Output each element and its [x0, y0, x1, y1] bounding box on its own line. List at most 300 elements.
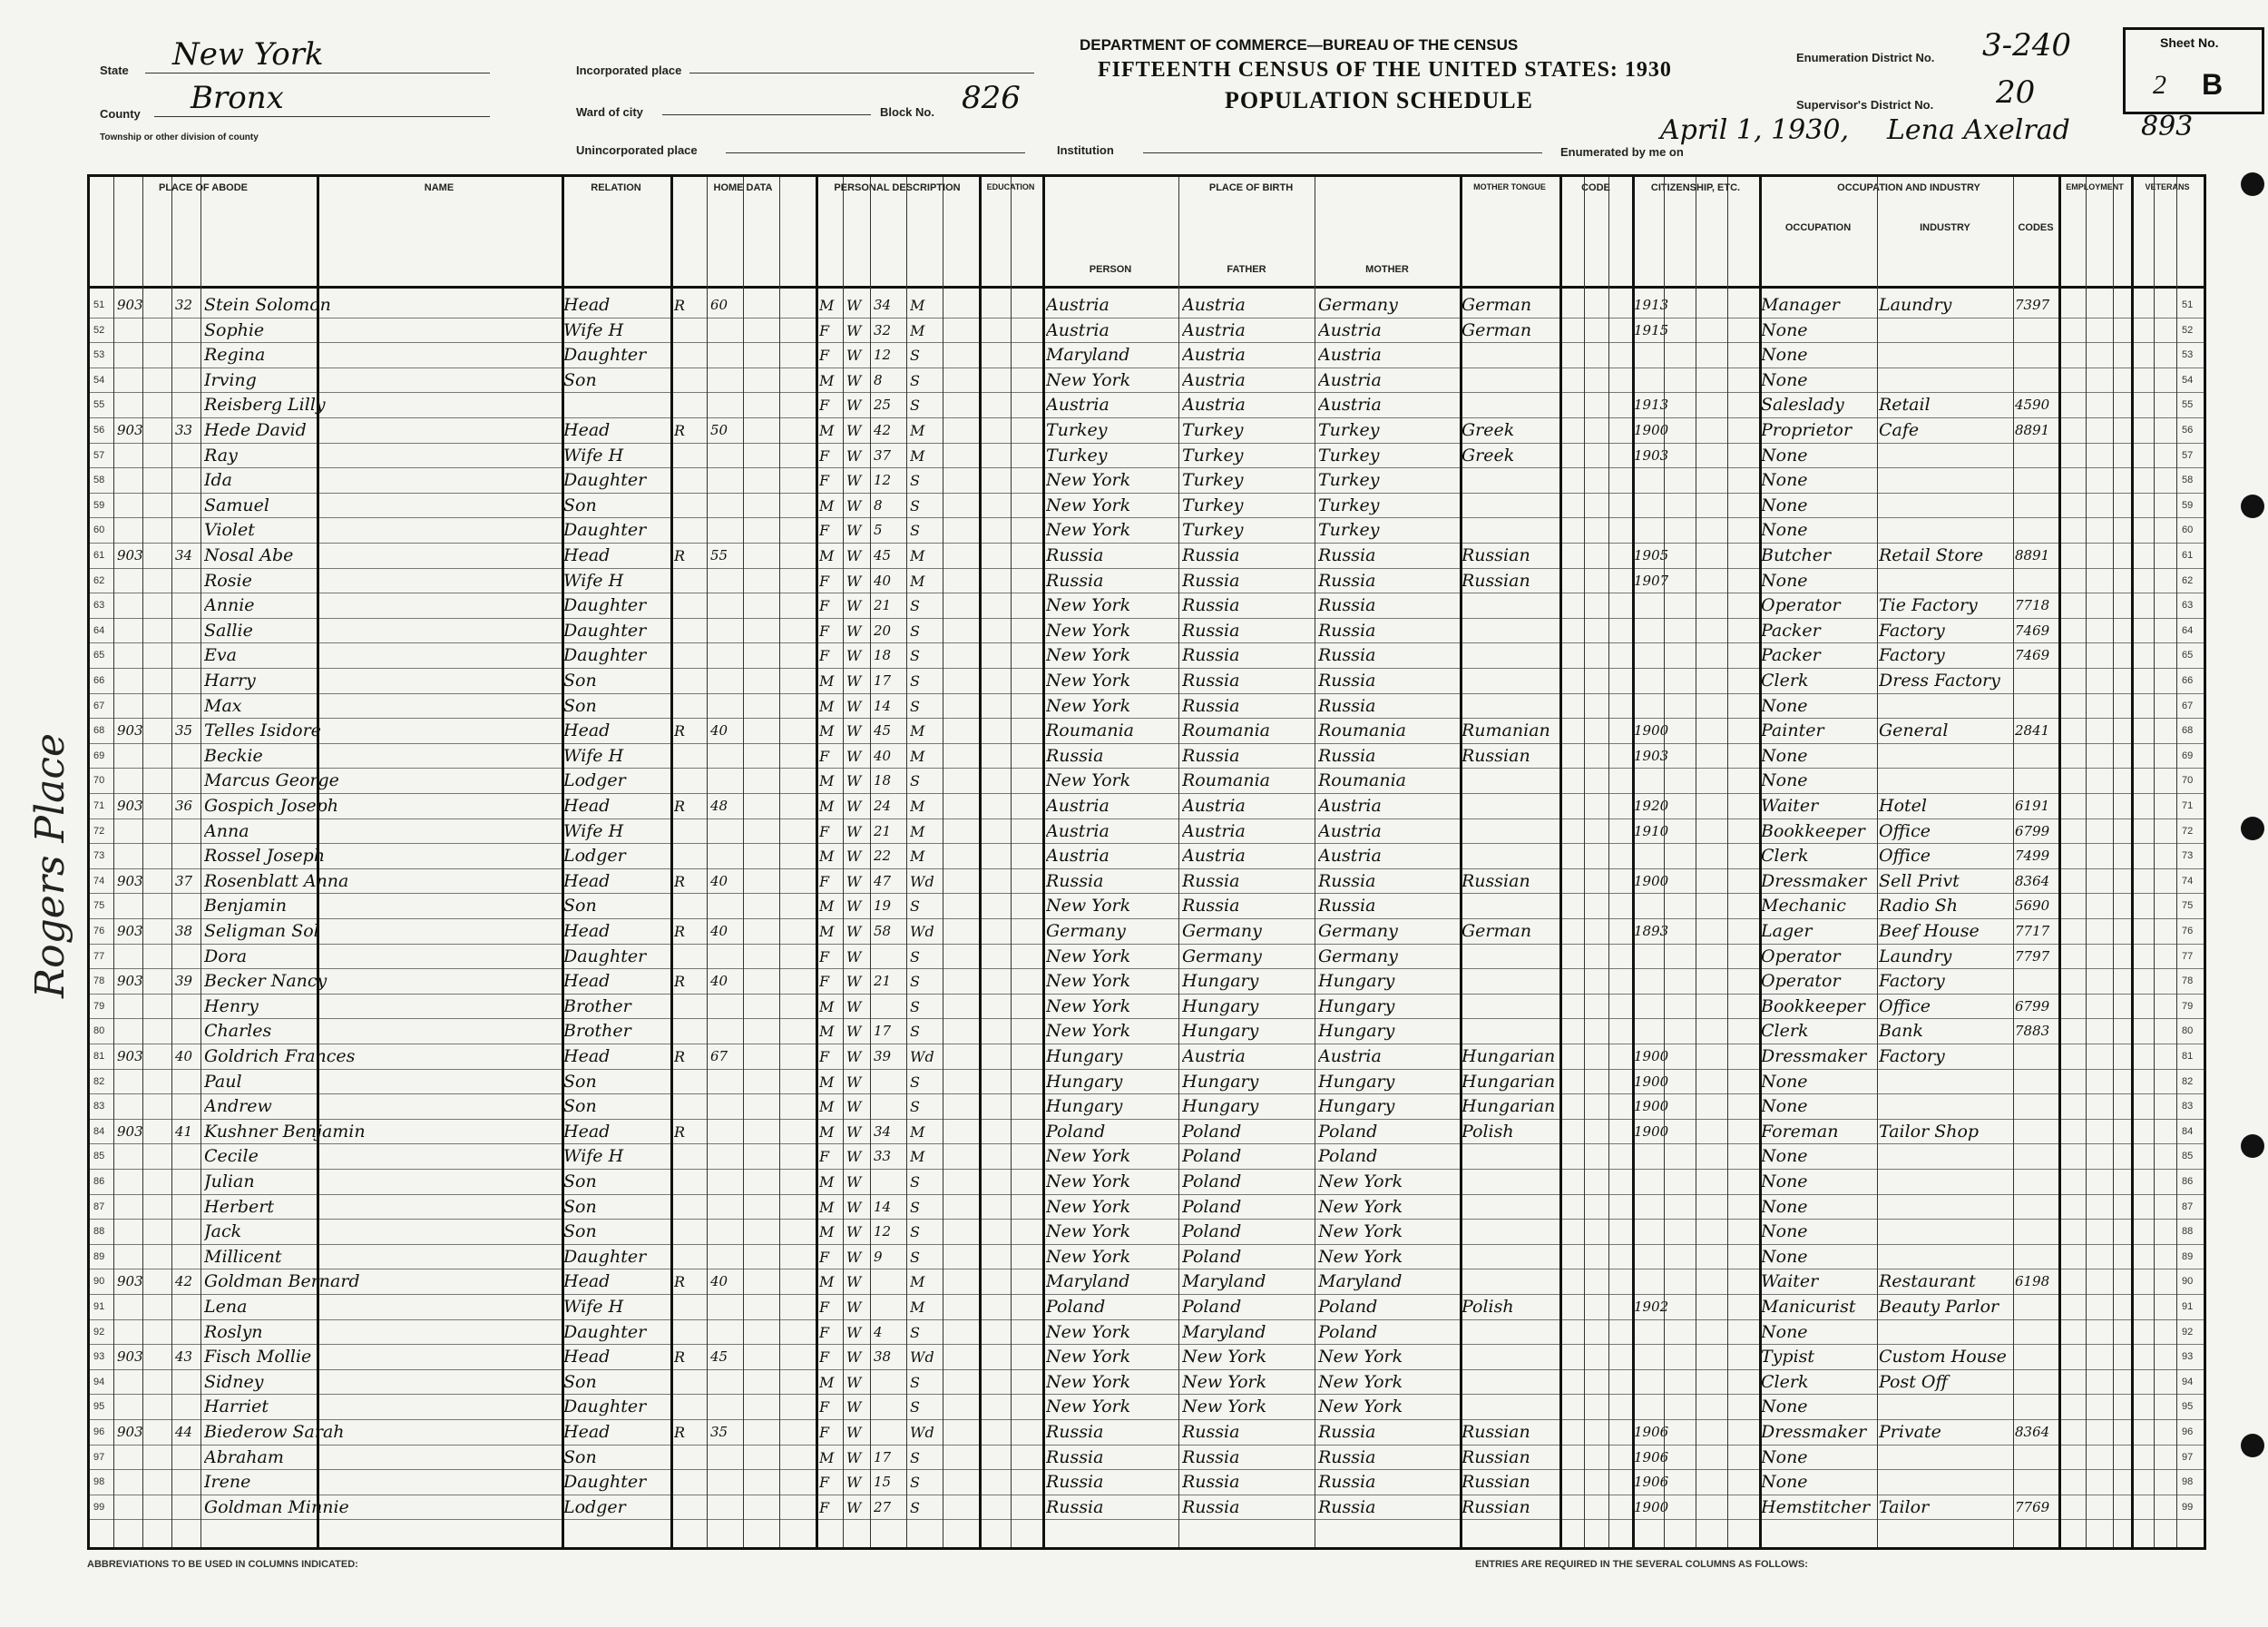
race-cell: W — [846, 397, 862, 415]
sheet-box — [2123, 27, 2264, 114]
sex-cell: M — [819, 1273, 835, 1291]
table-row — [90, 619, 2204, 643]
col-relation: RELATION — [591, 182, 641, 193]
table-row — [90, 1470, 2204, 1495]
relation-cell: Head — [563, 796, 611, 816]
birthplace-mother-cell: Hungary — [1318, 1021, 1395, 1042]
relation-cell: Brother — [563, 1021, 631, 1042]
age-cell — [874, 945, 906, 969]
occ-code-cell — [2015, 1170, 2058, 1194]
industry-cell — [1879, 1245, 2013, 1269]
subhead-occupation: OCCUPATION — [1784, 222, 1852, 233]
street-cell — [117, 319, 171, 343]
birthplace-person-cell: Austria — [1046, 820, 1110, 841]
race-cell: W — [846, 1073, 862, 1091]
grid-column-line — [843, 177, 844, 1547]
race-cell: W — [846, 1248, 862, 1266]
tenure-cell — [674, 468, 705, 493]
age-cell: 34 — [874, 297, 892, 313]
marital-status-cell: M — [910, 1122, 925, 1141]
sex-cell: F — [819, 973, 830, 991]
sex-cell: F — [819, 347, 830, 365]
occupation-cell: Mechanic — [1761, 896, 1846, 916]
house-number-cell — [175, 1070, 202, 1094]
birthplace-mother-cell: Russia — [1318, 1496, 1376, 1517]
birthplace-father-cell: Maryland — [1182, 1321, 1266, 1342]
person-name-cell: Sidney — [204, 1371, 264, 1392]
mother-tongue-cell — [1461, 1370, 1559, 1395]
sex-cell: F — [819, 822, 830, 840]
birthplace-father-cell: Maryland — [1182, 1271, 1266, 1292]
street-cell — [117, 1295, 171, 1319]
house-number-cell — [175, 844, 202, 868]
industry-cell: General — [1879, 720, 1949, 741]
immigration-year-cell: 1903 — [1634, 747, 1669, 764]
line-number-cell: 72 — [93, 825, 105, 837]
footer — [87, 1552, 2201, 1615]
tenure-cell: R — [674, 923, 686, 940]
occupation-cell: Dressmaker — [1761, 1046, 1867, 1066]
house-number-cell: 34 — [175, 547, 193, 564]
grid-column-line — [670, 177, 673, 1547]
home-value-cell — [710, 518, 743, 543]
line-number-right: 69 — [2182, 750, 2194, 761]
marital-status-cell: S — [910, 397, 920, 415]
birthplace-mother-cell: Russia — [1318, 645, 1376, 666]
tenure-cell — [674, 1495, 705, 1520]
person-name-cell: Abraham — [204, 1446, 284, 1467]
marital-status-cell: M — [910, 798, 925, 815]
relation-cell: Daughter — [563, 1397, 647, 1417]
age-cell: 27 — [874, 1498, 892, 1515]
table-row — [90, 969, 2204, 994]
occ-code-cell — [2015, 518, 2058, 543]
occupation-cell: Painter — [1761, 720, 1824, 741]
birthplace-father-cell: Hungary — [1182, 995, 1259, 1016]
race-cell: W — [846, 321, 862, 339]
age-cell — [874, 1420, 906, 1445]
industry-cell — [1879, 444, 2013, 468]
sex-cell: F — [819, 747, 830, 765]
mother-tongue-cell — [1461, 468, 1559, 493]
marital-status-cell: S — [910, 597, 920, 615]
industry-cell — [1879, 1195, 2013, 1220]
house-number-cell — [175, 444, 202, 468]
sex-cell: F — [819, 1148, 830, 1166]
age-cell: 14 — [874, 1198, 892, 1215]
occ-code-cell — [2015, 1395, 2058, 1419]
age-cell — [874, 995, 906, 1019]
immigration-year-cell — [1634, 1345, 1688, 1369]
occ-code-cell: 6191 — [2015, 798, 2050, 814]
street-cell — [117, 619, 171, 643]
race-cell: W — [846, 1273, 862, 1291]
occupation-cell: None — [1761, 445, 1808, 466]
marital-status-cell: M — [910, 848, 925, 866]
tenure-cell: R — [674, 872, 686, 890]
line-number-right: 95 — [2182, 1401, 2194, 1413]
immigration-year-cell — [1634, 894, 1688, 918]
sex-cell: M — [819, 722, 835, 740]
birthplace-mother-cell: New York — [1318, 1171, 1403, 1191]
person-name-cell: Hede David — [204, 420, 307, 440]
table-row — [90, 1269, 2204, 1294]
ward-label: Ward of city — [576, 105, 643, 119]
birthplace-person-cell: New York — [1046, 1246, 1131, 1267]
grid-column-line — [707, 177, 708, 1547]
house-number-cell: 40 — [175, 1048, 193, 1064]
line-number-cell: 85 — [93, 1151, 105, 1162]
occ-code-cell — [2015, 694, 2058, 719]
race-cell: W — [846, 1373, 862, 1391]
table-row — [90, 995, 2204, 1019]
punch-hole — [2241, 495, 2264, 518]
birthplace-mother-cell: Poland — [1318, 1297, 1378, 1317]
industry-cell: Sell Privt — [1879, 870, 1960, 891]
table-row — [90, 494, 2204, 518]
relation-cell: Daughter — [563, 520, 647, 541]
age-cell: 18 — [874, 772, 892, 789]
line-number-cell: 82 — [93, 1075, 105, 1087]
age-cell: 38 — [874, 1348, 892, 1366]
birthplace-person-cell: Turkey — [1046, 445, 1108, 466]
line-number-cell: 52 — [93, 324, 105, 336]
birthplace-mother-cell: Hungary — [1318, 995, 1395, 1016]
house-number-cell — [175, 1220, 202, 1244]
sex-cell: M — [819, 422, 835, 439]
marital-status-cell: S — [910, 897, 920, 916]
birthplace-person-cell: New York — [1046, 896, 1131, 916]
house-number-cell — [175, 819, 202, 844]
birthplace-person-cell: New York — [1046, 770, 1131, 791]
table-row — [90, 444, 2204, 468]
street-cell: 903 — [117, 1424, 143, 1440]
street-cell — [117, 343, 171, 368]
table-row — [90, 293, 2204, 318]
birthplace-mother-cell: Hungary — [1318, 971, 1395, 992]
immigration-year-cell: 1906 — [1634, 1474, 1669, 1491]
sex-cell: F — [819, 446, 830, 465]
person-name-cell: Goldman Minnie — [204, 1496, 349, 1517]
occupation-cell: None — [1761, 1071, 1808, 1092]
immigration-year-cell — [1634, 368, 1688, 393]
birthplace-father-cell: Roumania — [1182, 720, 1270, 741]
birthplace-person-cell: New York — [1046, 520, 1131, 541]
birthplace-mother-cell: New York — [1318, 1347, 1403, 1367]
line-number-cell: 87 — [93, 1201, 105, 1212]
birthplace-mother-cell: Austria — [1318, 319, 1382, 340]
mother-tongue-cell — [1461, 945, 1559, 969]
relation-cell: Head — [563, 1347, 611, 1367]
race-cell: W — [846, 1498, 862, 1516]
township-label: Township or other division of county — [100, 132, 259, 142]
line-number-right: 92 — [2182, 1326, 2194, 1338]
line-number-cell: 55 — [93, 399, 105, 411]
occupation-cell: None — [1761, 345, 1808, 366]
immigration-year-cell — [1634, 995, 1688, 1019]
col-education: EDUCATION — [986, 182, 1035, 191]
birthplace-mother-cell: Roumania — [1318, 770, 1406, 791]
table-row — [90, 1446, 2204, 1470]
birthplace-mother-cell: Hungary — [1318, 1096, 1395, 1117]
occupation-cell: None — [1761, 1096, 1808, 1117]
industry-cell: Tie Factory — [1879, 595, 1978, 616]
home-value-cell — [710, 593, 743, 618]
table-row — [90, 1395, 2204, 1419]
occ-code-cell: 7499 — [2015, 848, 2050, 865]
grid-column-line — [562, 177, 564, 1547]
occ-code-cell: 8364 — [2015, 1424, 2050, 1440]
marital-status-cell: S — [910, 622, 920, 640]
line-number-right: 68 — [2182, 725, 2194, 737]
birthplace-person-cell: Russia — [1046, 1472, 1104, 1493]
sex-cell: F — [819, 1424, 830, 1441]
mother-tongue-cell — [1461, 1269, 1559, 1294]
relation-cell: Son — [563, 1171, 597, 1191]
sex-cell: M — [819, 1373, 835, 1391]
street-cell: 903 — [117, 798, 143, 814]
table-row — [90, 919, 2204, 944]
race-cell: W — [846, 522, 862, 540]
line-number-cell: 56 — [93, 425, 105, 436]
sheet-number: 2 — [2153, 70, 2166, 100]
mother-tongue-cell — [1461, 343, 1559, 368]
relation-cell: Son — [563, 671, 597, 691]
industry-cell: Factory — [1879, 620, 1945, 641]
street-cell — [117, 1370, 171, 1395]
birthplace-father-cell: Hungary — [1182, 1096, 1259, 1117]
relation-cell: Head — [563, 1422, 611, 1442]
col-citizenship: CITIZENSHIP, ETC. — [1650, 182, 1741, 193]
col-home-data: HOME DATA — [713, 182, 773, 193]
home-value-cell — [710, 1495, 743, 1520]
age-cell: 33 — [874, 1148, 892, 1165]
line-number-cell: 58 — [93, 475, 105, 486]
occupation-cell: None — [1761, 1446, 1808, 1467]
sex-cell: M — [819, 1198, 835, 1216]
line-number-right: 70 — [2182, 775, 2194, 787]
home-value-cell — [710, 1094, 743, 1119]
immigration-year-cell: 1906 — [1634, 1448, 1669, 1465]
race-cell: W — [846, 347, 862, 365]
birthplace-father-cell: Poland — [1182, 1121, 1242, 1142]
birthplace-person-cell: New York — [1046, 1146, 1131, 1167]
mother-tongue-cell — [1461, 969, 1559, 994]
person-name-cell: Seligman Sol — [204, 921, 319, 941]
street-cell — [117, 368, 171, 393]
tenure-cell — [674, 593, 705, 618]
industry-cell — [1879, 1470, 2013, 1495]
sex-cell: M — [819, 1173, 835, 1191]
age-cell — [874, 1370, 906, 1395]
occ-code-cell: 6799 — [2015, 997, 2050, 1014]
line-number-cell: 63 — [93, 600, 105, 612]
industry-cell: Retail — [1879, 395, 1931, 416]
line-number-cell: 80 — [93, 1025, 105, 1037]
line-number-right: 62 — [2182, 574, 2194, 586]
immigration-year-cell — [1634, 1019, 1688, 1044]
birthplace-person-cell: Russia — [1046, 545, 1104, 565]
county-label: County — [100, 107, 141, 121]
birthplace-father-cell: Russia — [1182, 745, 1240, 766]
birthplace-person-cell: Maryland — [1046, 1271, 1130, 1292]
birthplace-person-cell: New York — [1046, 595, 1131, 616]
person-name-cell: Telles Isidore — [204, 720, 321, 741]
home-value-cell — [710, 1295, 743, 1319]
marital-status-cell: M — [910, 1273, 925, 1291]
occ-code-cell — [2015, 1295, 2058, 1319]
punch-hole — [2241, 817, 2264, 840]
occ-code-cell — [2015, 1220, 2058, 1244]
home-value-cell — [710, 1320, 743, 1345]
tenure-cell: R — [674, 1348, 686, 1367]
line-number-cell: 64 — [93, 624, 105, 636]
age-cell: 22 — [874, 848, 892, 865]
margin-note: Rogers Place — [27, 732, 73, 998]
sex-cell: F — [819, 321, 830, 339]
mother-tongue-cell — [1461, 593, 1559, 618]
marital-status-cell: S — [910, 496, 920, 515]
industry-cell — [1879, 368, 2013, 393]
tenure-cell: R — [674, 798, 686, 815]
birthplace-father-cell: Russia — [1182, 1422, 1240, 1442]
line-number-cell: 97 — [93, 1451, 105, 1463]
line-number-right: 57 — [2182, 449, 2194, 461]
race-cell: W — [846, 1098, 862, 1116]
birthplace-person-cell: Maryland — [1046, 345, 1130, 366]
table-row — [90, 1495, 2204, 1520]
age-cell — [874, 1094, 906, 1119]
birthplace-father-cell: Austria — [1182, 319, 1246, 340]
tenure-cell: R — [674, 547, 686, 564]
relation-cell: Daughter — [563, 470, 647, 491]
person-name-cell: Jack — [204, 1221, 242, 1242]
relation-cell: Daughter — [563, 345, 647, 366]
birthplace-person-cell: Austria — [1046, 395, 1110, 416]
sex-cell: M — [819, 371, 835, 389]
line-number-cell: 81 — [93, 1051, 105, 1062]
home-value-cell: 60 — [710, 297, 728, 313]
line-number-cell: 93 — [93, 1351, 105, 1363]
mother-tongue-cell: German — [1461, 295, 1532, 315]
table-row — [90, 744, 2204, 769]
grid-column-line — [816, 177, 818, 1547]
industry-cell — [1879, 1446, 2013, 1470]
birthplace-person-cell: Turkey — [1046, 420, 1108, 440]
sex-cell: M — [819, 1223, 835, 1241]
street-cell — [117, 844, 171, 868]
occupation-cell: Butcher — [1761, 545, 1832, 565]
marital-status-cell: S — [910, 371, 920, 389]
relation-cell: Head — [563, 870, 611, 891]
immigration-year-cell: 1900 — [1634, 1073, 1669, 1090]
sex-cell: M — [819, 997, 835, 1015]
line-number-right: 58 — [2182, 475, 2194, 486]
relation-cell: Head — [563, 1271, 611, 1292]
birthplace-mother-cell: Turkey — [1318, 420, 1380, 440]
occ-code-cell: 8891 — [2015, 547, 2050, 564]
industry-cell: Hotel — [1879, 796, 1927, 816]
street-cell — [117, 1019, 171, 1044]
line-number-cell: 51 — [93, 299, 105, 310]
house-number-cell — [175, 1170, 202, 1194]
race-cell: W — [846, 472, 862, 490]
mother-tongue-cell: Hungarian — [1461, 1071, 1556, 1092]
home-value-cell: 40 — [710, 923, 728, 939]
street-cell: 903 — [117, 1048, 143, 1064]
age-cell: 42 — [874, 422, 892, 438]
line-number-cell: 90 — [93, 1276, 105, 1288]
industry-cell: Factory — [1879, 971, 1945, 992]
birthplace-mother-cell: Austria — [1318, 1046, 1382, 1066]
line-number-right: 85 — [2182, 1151, 2194, 1162]
table-row — [90, 1120, 2204, 1144]
occ-code-cell — [2015, 744, 2058, 769]
tenure-cell: R — [674, 1122, 686, 1141]
mother-tongue-cell: Greek — [1461, 420, 1515, 440]
relation-cell: Wife H — [563, 745, 624, 766]
industry-cell — [1879, 769, 2013, 793]
street-cell — [117, 894, 171, 918]
industry-cell — [1879, 1220, 2013, 1244]
relation-cell: Brother — [563, 995, 631, 1016]
relation-cell: Wife H — [563, 319, 624, 340]
table-row — [90, 319, 2204, 343]
industry-cell — [1879, 1070, 2013, 1094]
tenure-cell: R — [674, 722, 686, 740]
street-cell — [117, 945, 171, 969]
birthplace-mother-cell: Austria — [1318, 345, 1382, 366]
col-name: NAME — [424, 182, 455, 193]
birthplace-mother-cell: Poland — [1318, 1321, 1378, 1342]
house-number-cell — [175, 1370, 202, 1395]
table-row — [90, 769, 2204, 793]
birthplace-mother-cell: Hungary — [1318, 1071, 1395, 1092]
home-value-cell — [710, 995, 743, 1019]
occ-code-cell: 7469 — [2015, 622, 2050, 639]
home-value-cell — [710, 894, 743, 918]
occupation-cell: Dressmaker — [1761, 870, 1867, 891]
table-row — [90, 1070, 2204, 1094]
immigration-year-cell — [1634, 1245, 1688, 1269]
occ-code-cell — [2015, 368, 2058, 393]
person-name-cell: Julian — [204, 1171, 255, 1191]
birthplace-father-cell: Austria — [1182, 820, 1246, 841]
birthplace-father-cell: Austria — [1182, 395, 1246, 416]
line-number-cell: 75 — [93, 900, 105, 912]
mother-tongue-cell — [1461, 894, 1559, 918]
age-cell — [874, 1269, 906, 1294]
tenure-cell — [674, 343, 705, 368]
tenure-cell: R — [674, 1273, 686, 1291]
occ-code-cell — [2015, 1120, 2058, 1144]
relation-cell: Wife H — [563, 820, 624, 841]
person-name-cell: Kushner Benjamin — [204, 1121, 366, 1142]
sex-cell: F — [819, 572, 830, 590]
mother-tongue-cell: Russian — [1461, 870, 1530, 891]
birthplace-person-cell: New York — [1046, 995, 1131, 1016]
occ-code-cell — [2015, 1094, 2058, 1119]
table-row — [90, 669, 2204, 693]
birthplace-person-cell: New York — [1046, 695, 1131, 716]
line-number-right: 84 — [2182, 1125, 2194, 1137]
race-cell: W — [846, 496, 862, 515]
birthplace-person-cell: Poland — [1046, 1297, 1106, 1317]
sex-cell: M — [819, 672, 835, 690]
street-cell: 903 — [117, 973, 143, 990]
home-value-cell: 40 — [710, 872, 728, 889]
house-number-cell — [175, 1470, 202, 1495]
